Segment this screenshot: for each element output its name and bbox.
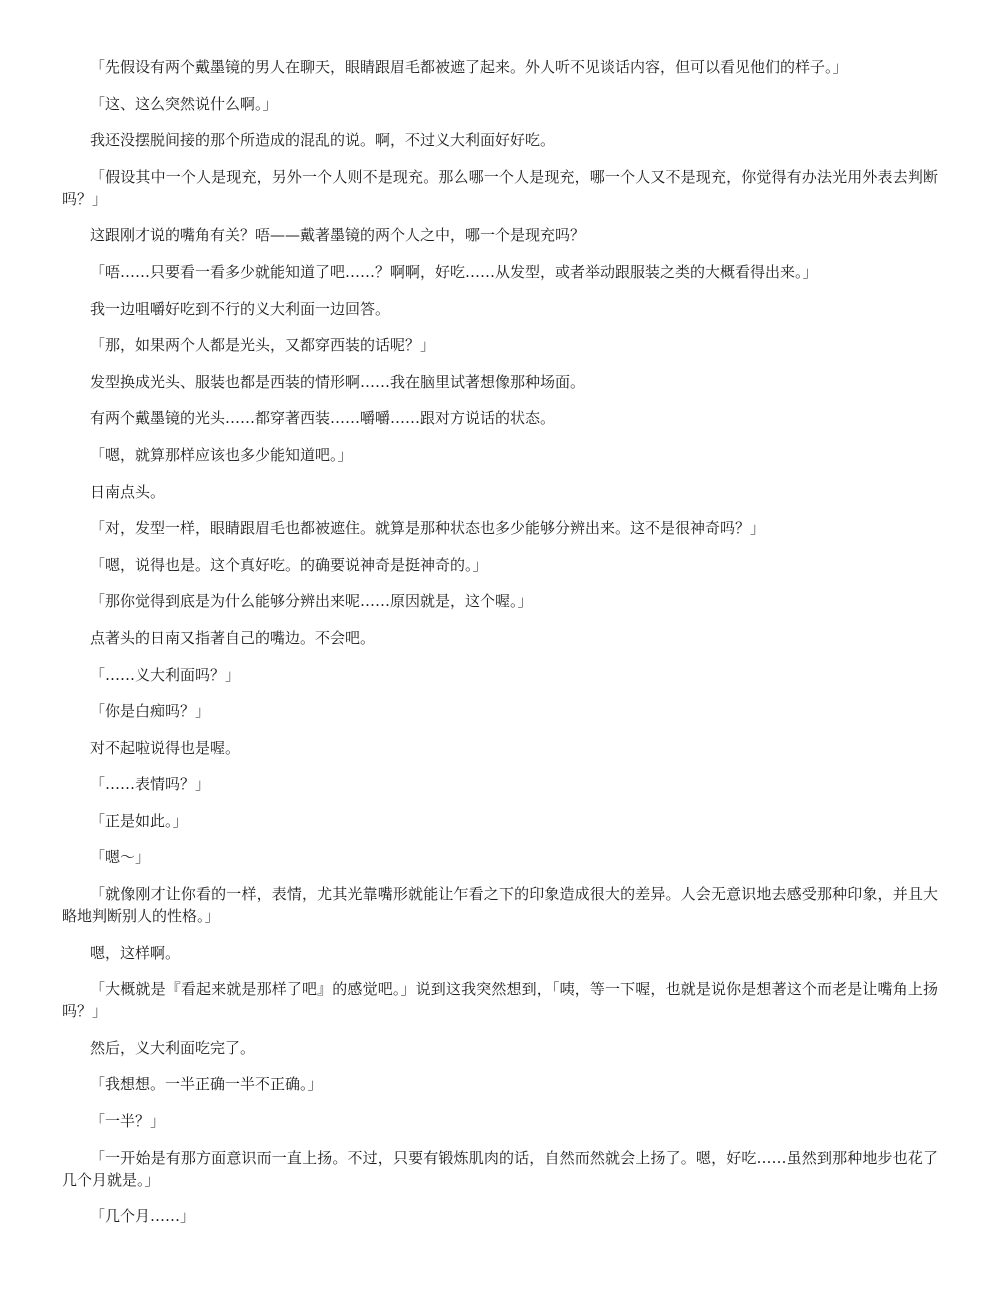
document-page bbox=[62, 56, 938, 1242]
paragraph: 我一边咀嚼好吃到不行的义大利面一边回答。 bbox=[90, 299, 391, 318]
paragraph: 「我想想。一半正确一半不正确。」 bbox=[90, 1075, 323, 1094]
paragraph: 「嗯～」 bbox=[90, 848, 151, 867]
paragraph: 这跟刚才说的嘴角有关？唔——戴著墨镜的两个人之中，哪一个是现充吗？ bbox=[90, 226, 586, 245]
paragraph: 「这、这么突然说什么啊。」 bbox=[90, 94, 278, 113]
paragraph: 点著头的日南又指著自己的嘴边。不会吧。 bbox=[90, 628, 376, 647]
paragraph: 对不起啦说得也是喔。 bbox=[90, 738, 241, 757]
paragraph: 「一开始是有那方面意识而一直上扬。不过，只要有锻炼肌肉的话，自然而然就会上扬了。嗯，好吃……虽然到那种地步也花了几个月就是。」 bbox=[62, 1148, 938, 1189]
paragraph: 「正是如此。」 bbox=[90, 811, 188, 830]
paragraph: 「那你觉得到底是为什么能够分辨出来呢……原因就是，这个喔。」 bbox=[90, 592, 533, 611]
paragraph: 「嗯，说得也是。这个真好吃。的确要说神奇是挺神奇的。」 bbox=[90, 555, 488, 574]
paragraph: 我还没摆脱间接的那个所造成的混乱的说。啊，不过义大利面好好吃。 bbox=[90, 131, 556, 150]
paragraph: 「先假设有两个戴墨镜的男人在聊天，眼睛跟眉毛都被遮了起来。外人听不见谈话内容，但可以看见他们的样子。」 bbox=[90, 58, 848, 76]
paragraph: 有两个戴墨镜的光头……都穿著西装……嚼嚼……跟对方说话的状态。 bbox=[90, 409, 556, 428]
paragraph: 「一半？」 bbox=[90, 1112, 166, 1131]
paragraph: 「大概就是『看起来就是那样了吧』的感觉吧。」说到这我突然想到，「咦，等一下喔，也就是说你是想著这个而老是让嘴角上扬吗？」 bbox=[62, 980, 938, 1021]
paragraph: 然后，义大利面吃完了。 bbox=[90, 1038, 256, 1057]
paragraph: 「几个月……」 bbox=[90, 1207, 196, 1226]
paragraph: 「假设其中一个人是现充，另外一个人则不是现充。那么哪一个人是现充，哪一个人又不是现充，你觉得有办法光用外表去判断吗？」 bbox=[62, 167, 938, 208]
paragraph: 「……义大利面吗？」 bbox=[90, 665, 241, 684]
paragraph: 发型换成光头、服装也都是西装的情形啊……我在脑里试著想像那种场面。 bbox=[90, 372, 586, 391]
paragraph: 「对，发型一样，眼睛跟眉毛也都被遮住。就算是那种状态也多少能够分辨出来。这不是很神奇吗？」 bbox=[90, 519, 766, 538]
paragraph: 「那，如果两个人都是光头，又都穿西装的话呢？」 bbox=[90, 336, 436, 355]
paragraph: 「……表情吗？」 bbox=[90, 775, 211, 794]
paragraph: 「就像刚才让你看的一样，表情，尤其光靠嘴形就能让乍看之下的印象造成很大的差异。人会无意识地去感受那种印象，并且大略地判断别人的性格。」 bbox=[62, 885, 938, 926]
paragraph: 嗯，这样啊。 bbox=[90, 943, 181, 962]
paragraph: 「唔……只要看一看多少就能知道了吧……？啊啊，好吃……从发型，或者举动跟服装之类的大概看得出来。」 bbox=[90, 262, 818, 281]
paragraph: 「你是白痴吗？」 bbox=[90, 702, 211, 721]
paragraph: 「嗯，就算那样应该也多少能知道吧。」 bbox=[90, 445, 353, 464]
paragraph: 日南点头。 bbox=[90, 482, 166, 501]
